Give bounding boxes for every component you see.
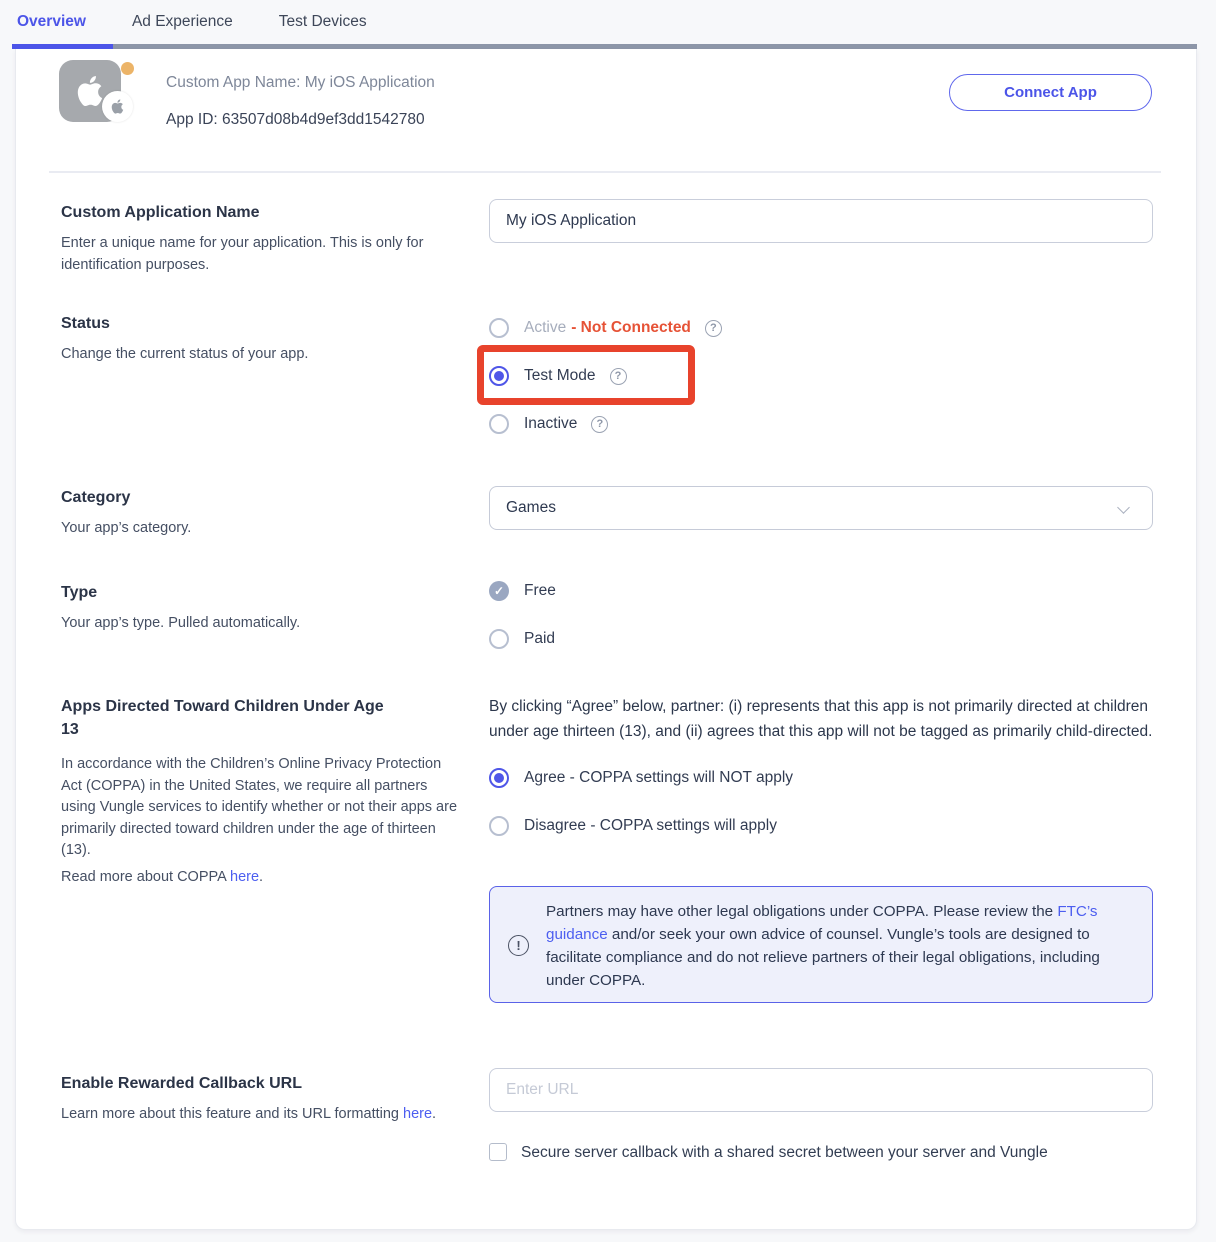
help-icon[interactable]: [705, 320, 722, 337]
coppa-section-heading: Apps Directed Toward Children Under Age 13: [61, 698, 384, 738]
status-section-description: Change the current status of your app.: [61, 346, 309, 362]
category-row: [61, 486, 1153, 540]
type-section-heading: Type: [61, 584, 98, 601]
notice-text-after: and/or seek your own advice of counsel. Vungle’s tools are designed to facilitate compliance and do not relieve partners of their legal obligations, including under COPPA.: [546, 926, 1100, 989]
status-option-active-label: Active: [524, 319, 567, 336]
status-option-test-mode[interactable]: [489, 352, 1153, 400]
custom-application-name-row: [61, 199, 1153, 276]
type-option-paid: [489, 615, 1153, 663]
callback-section-description: Learn more about this feature and its URL formatting: [61, 1106, 404, 1122]
help-icon[interactable]: [610, 368, 627, 385]
chevron-down-icon: [1117, 501, 1130, 514]
secure-callback-option[interactable]: [489, 1140, 1153, 1165]
coppa-option-agree[interactable]: [489, 754, 1153, 802]
tab-test-devices[interactable]: Test Devices: [278, 13, 367, 30]
coppa-read-more-text: Read more about COPPA: [61, 868, 230, 885]
coppa-notice-box: [489, 886, 1153, 1003]
type-option-free: [489, 567, 1153, 615]
type-option-free-label: Free: [524, 582, 556, 599]
callback-url-input[interactable]: [489, 1068, 1153, 1112]
status-not-connected-label: - Not Connected: [571, 319, 691, 336]
coppa-read-more-link[interactable]: here: [230, 868, 260, 885]
type-row: [61, 567, 1153, 663]
radio-agree[interactable]: [489, 768, 509, 788]
callback-section-heading: Enable Rewarded Callback URL: [61, 1075, 302, 1092]
app-name-input[interactable]: [489, 199, 1153, 243]
category-section-heading: Category: [61, 489, 131, 506]
category-select[interactable]: [489, 486, 1153, 530]
status-section-heading: Status: [61, 315, 110, 332]
callback-description-period: .: [432, 1106, 437, 1122]
tab-bar: [0, 0, 1216, 49]
tab-ad-experience[interactable]: Ad Experience: [131, 13, 233, 30]
status-row: [61, 304, 1153, 448]
status-option-inactive[interactable]: [489, 400, 1153, 448]
custom-app-name-line: Custom App Name: My iOS Application: [166, 74, 435, 91]
status-option-test-mode-label: Test Mode: [524, 367, 596, 384]
secure-callback-checkbox[interactable]: [489, 1143, 507, 1161]
coppa-read-more-period: .: [259, 868, 264, 885]
status-dot: [121, 62, 134, 75]
type-option-paid-label: Paid: [524, 630, 556, 647]
radio-inactive[interactable]: [489, 414, 509, 434]
platform-badge: [102, 91, 133, 122]
connect-app-button[interactable]: Connect App: [949, 74, 1152, 111]
callback-learn-more-link[interactable]: here: [403, 1106, 433, 1122]
secure-callback-label: Secure server callback with a shared secret between your server and Vungle: [521, 1144, 1048, 1161]
radio-paid: [489, 629, 509, 649]
ftc-guidance-link[interactable]: FTC’s guidance: [546, 903, 1098, 943]
help-icon[interactable]: [591, 416, 608, 433]
callback-url-row: [61, 1068, 1153, 1165]
coppa-section-description: In accordance with the Children’s Online Privacy Protection Act (COPPA) in the United States, we require all partners using Vungle services to identify whether or not their apps are primarily directed toward children under the age of thirteen (13).: [61, 756, 458, 858]
type-section-description: Your app’s type. Pulled automatically.: [61, 615, 301, 631]
radio-test-mode[interactable]: [489, 366, 509, 386]
radio-active[interactable]: [489, 318, 509, 338]
name-section-description: Enter a unique name for your application. This is only for identification purposes.: [61, 235, 424, 273]
coppa-option-disagree[interactable]: [489, 802, 1153, 850]
exclamation-circle-icon: [508, 935, 529, 956]
apple-badge-icon: [109, 98, 126, 115]
overview-panel: [15, 49, 1197, 1230]
category-select-value: Games: [506, 499, 556, 516]
coppa-agreement-text: By clicking “Agree” below, partner: (i) represents that this app is not primarily directed at children under age thirteen (13), and (ii) agrees that this app will not be tagged as primarily child-directed.: [489, 698, 1153, 740]
category-section-description: Your app’s category.: [61, 520, 192, 536]
status-option-active[interactable]: [489, 304, 1153, 352]
tab-overview[interactable]: Overview: [17, 13, 86, 30]
name-section-heading: Custom Application Name: [61, 204, 260, 221]
coppa-option-disagree-label: Disagree - COPPA settings will apply: [524, 817, 777, 834]
checked-circle-icon: [489, 581, 509, 601]
coppa-option-agree-label: Agree - COPPA settings will NOT apply: [524, 769, 794, 786]
radio-disagree[interactable]: [489, 816, 509, 836]
status-option-inactive-label: Inactive: [524, 415, 578, 432]
header-divider: [49, 171, 1161, 173]
app-id-line: App ID: 63507d08b4d9ef3dd1542780: [166, 111, 425, 128]
coppa-row: [61, 695, 1153, 989]
active-tab-indicator: [12, 44, 113, 49]
notice-text-before: Partners may have other legal obligations under COPPA. Please review the: [546, 903, 1058, 920]
